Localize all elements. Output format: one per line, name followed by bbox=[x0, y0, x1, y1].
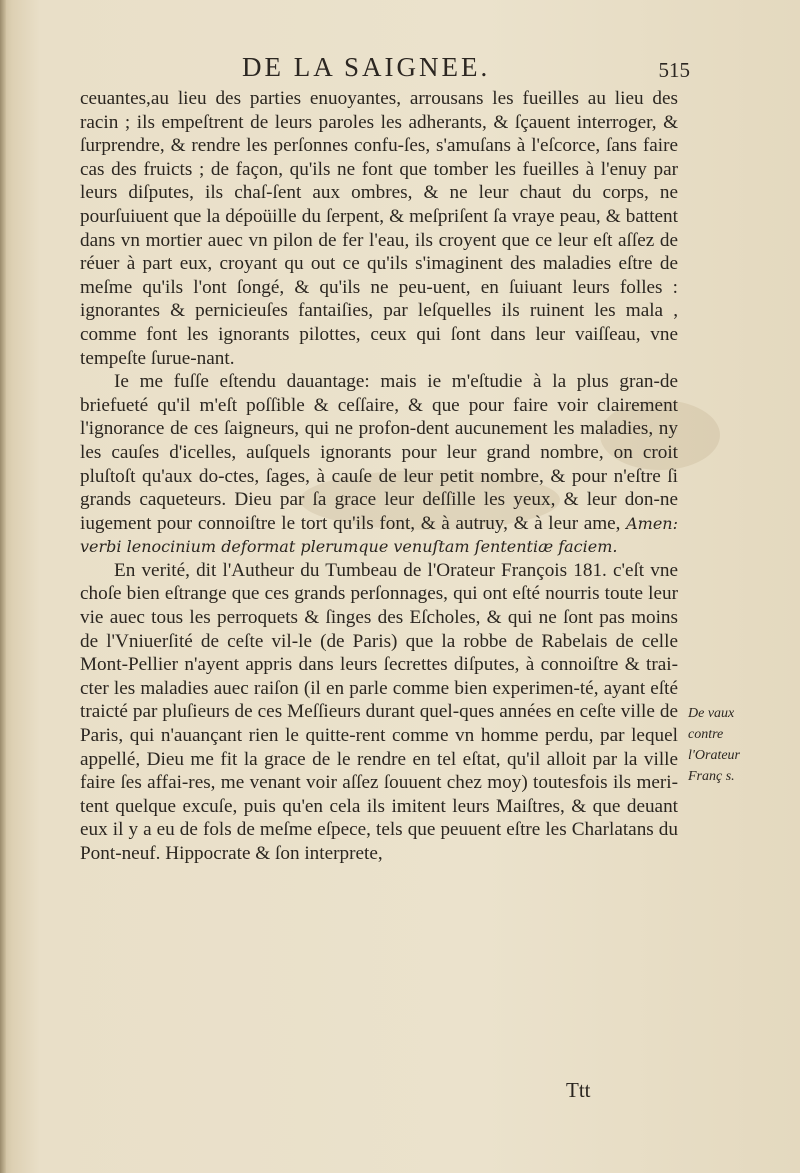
margin-note-line: Franç s. bbox=[688, 769, 735, 784]
body-text bbox=[80, 87, 678, 866]
margin-note bbox=[688, 703, 778, 787]
paragraph-2-text: Ie me fuſſe eſtendu dauantage: mais ie m'eſtudie à la plus gran-de briefueté qu'il m'eſt poſſible & ceſſaire, & que pour faire voir clairement l'ignorance de ces ſaigneurs, qui ne profon-dent aucunement les maladies, ny les cauſes d'icelles, auſquels ignorants pour leur grand nombre, on croit pluſtoſt qu'aux do-ctes, ſages, à cauſe de leur petit nombre, & pour n'eſtre ſi grands caqueteurs. Dieu par ſa grace leur deſſille les yeux, & leur don-ne iugement pour connoiſtre le tort qu'ils font, & à autruy, & à leur ame, bbox=[80, 371, 678, 534]
margin-note-line: contre bbox=[688, 727, 724, 742]
page-number: 515 bbox=[658, 58, 690, 82]
margin-note-line: De vaux bbox=[688, 706, 735, 721]
paragraph-3: En verité, dit l'Autheur du Tumbeau de l'Orateur François 181. c'eſt vne choſe bien eſtrange que ces grands perſonnages, qui ont eſté nourris toute leur vie auec tous les perroquets & ſinges des Eſcholes, & qui ne ſont pas moins de l'Vniuerſité de ceſte vil-le (de Paris) que la robbe de Rabelais de celle Mont-Pellier n'ayent appris dans leurs ſecrettes diſputes, à connoiſtre & trai-cter les maladies auec raiſon (il en parle comme bien experimen-té, ayant eſté traicté par pluſieurs de ces Meſſieurs durant quel-ques années en ceſte ville de Paris, qui n'auançant rien le quitte-rent comme vn homme perdu, par lequel appellé, Dieu me fit la grace de le rendre en tel eſtat, qu'il alloit par la ville faire ſes affai-res, me venant voir aſſez ſouuent chez moy) toutesfois ils meri-tent quelque excuſe, puis qu'en cela ils imitent leurs Maiſtres, & que deuant eux il y a eu de fols de meſme eſpece, tels que peuuent eſtre les Charlatans du Pont-neuf. Hippocrate & ſon interprete, bbox=[80, 559, 678, 864]
catchword: Ttt bbox=[566, 1078, 591, 1102]
paragraph-1: ceuantes,au lieu des parties enuoyantes, arrousans les fueilles au lieu des racin ; ils empeſtrent de leurs paroles les adherants, & ſçauent interroger, & ſurprendre, & rendre les perſonnes confu-ſes, s'amuſans à l'eſcorce, ſans faire cas des fruicts ; de façon, qu'ils ne font que tomber les fueilles à l'enuy par leurs diſputes, ils chaſ-ſent aux ombres, & ne leur chaut du corps, ne pourſuiuent que la dépoüille du ſerpent, & meſpriſent ſa vraye peau, & battent dans vn mortier auec vn pilon de fer l'eau, ils croyent que ce leur eſt aſſez de réuer à part eux, croyant qu out ce qu'ils s'imaginent des maladies eſtre de meſme qu'ils l'ont ſongé, & qu'ils ne peu-uent, en ſuiuant leurs folles : ignorantes & pernicieuſes fantaiſies, par leſquelles ils ruinent les mala , comme font les ignorants pilottes, ceux qui ſont dans leur vaiſſeau, vne tempeſte ſurue-nant. bbox=[80, 88, 678, 369]
margin-note-line: l'Orateur bbox=[688, 748, 740, 763]
page-header bbox=[110, 52, 690, 92]
running-title: DE LA SAIGNEE. bbox=[242, 52, 491, 82]
paragraph-2 bbox=[80, 370, 678, 559]
latin-quotation: Amen: verbi lenocinium deformat plerumque venuſtam ſententiæ faciem. bbox=[80, 513, 678, 557]
page-spine-shadow bbox=[0, 0, 6, 1173]
